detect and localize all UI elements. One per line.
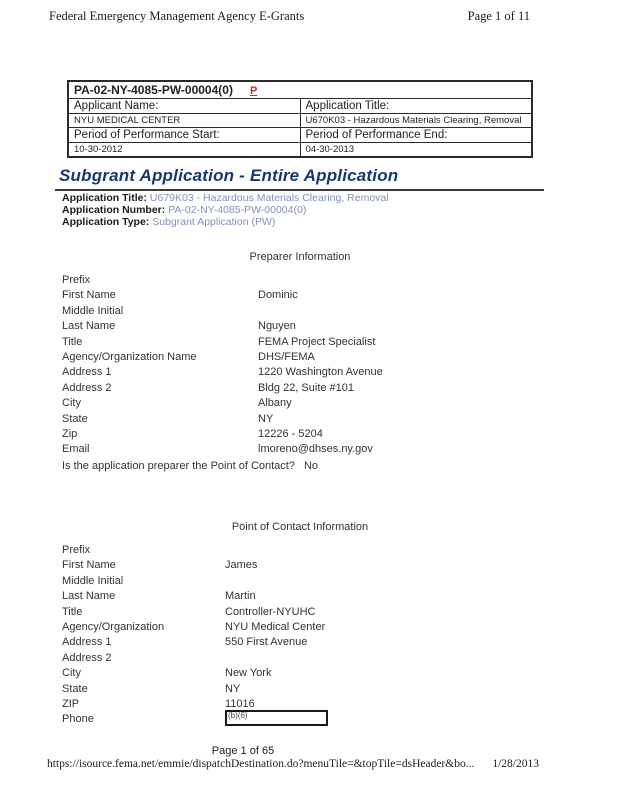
preparer-fields: [62, 273, 538, 458]
field-label: Address 1: [62, 366, 112, 379]
field-value: [225, 543, 538, 558]
contact-fields: [62, 543, 538, 728]
field-row-first-name: [62, 288, 538, 303]
print-header-pagenum: Page 1 of 11: [467, 9, 530, 23]
summary-value-row: [68, 143, 532, 158]
field-label: City: [62, 667, 81, 680]
field-row-zip: [62, 427, 538, 442]
field-label: Email: [62, 443, 90, 456]
field-value: 11016: [225, 697, 255, 710]
applicant-name-value: NYU MEDICAL CENTER: [68, 114, 300, 128]
field-row-middle-initial: [62, 574, 538, 589]
field-label: Title: [62, 335, 83, 348]
field-value: 550 First Avenue: [225, 636, 308, 649]
field-label: Prefix: [62, 544, 91, 556]
period-end-label: Period of Performance End:: [300, 128, 532, 143]
field-value: FEMA Project Specialist: [258, 335, 376, 348]
field-row-agency: [62, 620, 538, 635]
heading-rule: [55, 189, 544, 191]
field-label: Middle Initial: [62, 574, 124, 587]
applicant-name-label: Applicant Name:: [68, 99, 300, 114]
field-row-title: [62, 335, 538, 350]
field-label: First Name: [62, 559, 116, 572]
application-title-value: U670K03 - Hazardous Materials Clearing, Removal: [300, 114, 532, 128]
period-end-value: 04-30-2013: [300, 143, 532, 158]
field-row-title: [62, 605, 538, 620]
period-start-value: 10-30-2012: [68, 143, 300, 158]
poc-question: Is the application preparer the Point of Contact?: [62, 460, 295, 472]
contact-section-title: Point of Contact Information: [231, 521, 369, 533]
field-row-city: [62, 666, 538, 681]
field-label: State: [62, 412, 88, 425]
field-value: [258, 273, 538, 288]
field-row-middle-initial: [62, 304, 538, 319]
field-row-state: [62, 682, 538, 697]
field-value: [258, 304, 538, 319]
application-title-label: Application Title:: [300, 99, 532, 114]
field-label: Phone: [62, 713, 94, 726]
summary-title-row: [68, 81, 532, 99]
application-type-line: [62, 217, 389, 229]
poc-answer: No: [303, 460, 319, 472]
field-row-phone: [62, 712, 538, 727]
field-row-email: [62, 442, 538, 457]
field-label: Agency/Organization Name: [62, 350, 197, 363]
field-row-prefix: [62, 543, 538, 558]
field-row-agency: [62, 350, 538, 365]
field-label: City: [62, 397, 81, 410]
summary-label-row: [68, 128, 532, 143]
field-value: Dominic: [258, 289, 298, 302]
preparer-section-title: Preparer Information: [249, 251, 351, 263]
field-label: Last Name: [62, 590, 116, 603]
field-label: Address 1: [62, 636, 112, 649]
field-row-last-name: [62, 319, 538, 334]
page-title: Subgrant Application - Entire Application: [59, 166, 399, 185]
field-label: ZIP: [62, 697, 80, 710]
application-info: [62, 193, 389, 228]
poc-question-line: [62, 460, 318, 472]
print-footer-url: https://isource.fema.net/emmie/dispatchDestination.do?menuTile=&topTile=dsHeader&bo...: [47, 758, 475, 770]
field-row-state: [62, 412, 538, 427]
field-label: Prefix: [62, 274, 91, 286]
print-header-title: Federal Emergency Management Agency E-Grants: [49, 9, 305, 23]
phone-redaction-box: [225, 710, 328, 726]
application-type-label: Application Type:: [62, 215, 150, 228]
field-value: 1220 Washington Avenue: [258, 366, 383, 379]
field-value: [225, 651, 538, 666]
application-number-value: PA-02-NY-4085-PW-00004(0): [168, 203, 307, 216]
field-value: DHS/FEMA: [258, 350, 315, 363]
field-value: Nguyen: [258, 320, 296, 333]
field-value: Albany: [258, 397, 292, 410]
point-of-contact-section: [62, 521, 538, 728]
field-label: State: [62, 682, 88, 695]
field-row-first-name: [62, 558, 538, 573]
field-label: Agency/Organization: [62, 620, 165, 633]
application-number-label: Application Number:: [62, 203, 166, 216]
print-footer: [47, 758, 539, 770]
field-label: Address 2: [62, 381, 112, 394]
print-footer-date: 1/28/2013: [492, 758, 539, 770]
preparer-section: [62, 251, 538, 458]
foia-exemption-label: (b)(6): [228, 711, 248, 721]
field-value: James: [225, 559, 258, 572]
application-id: PA-02-NY-4085-PW-00004(0): [74, 83, 233, 97]
field-row-city: [62, 396, 538, 411]
field-row-address1: [62, 635, 538, 650]
application-title-value: U679K03 - Hazardous Materials Clearing, Removal: [149, 192, 389, 204]
period-start-label: Period of Performance Start:: [68, 128, 300, 143]
field-row-address2: [62, 651, 538, 666]
application-title-label: Application Title:: [62, 192, 147, 204]
field-value: NYU Medical Center: [225, 620, 326, 633]
application-type-value: Subgrant Application (PW): [152, 215, 276, 228]
summary-value-row: [68, 114, 532, 128]
field-label: Middle Initial: [62, 304, 124, 317]
print-header: [49, 9, 530, 24]
field-row-address2: [62, 381, 538, 396]
field-row-address1: [62, 365, 538, 380]
field-value: NY: [225, 682, 241, 695]
field-value: NY: [258, 412, 274, 425]
field-value: lmoreno@dhses.ny.gov: [258, 443, 373, 456]
summary-label-row: [68, 99, 532, 114]
field-value: 12226 - 5204: [258, 427, 323, 440]
p-link[interactable]: P: [249, 85, 258, 97]
field-label: Title: [62, 605, 83, 618]
field-label: First Name: [62, 289, 116, 302]
field-value: New York: [225, 667, 272, 680]
field-label: Last Name: [62, 320, 116, 333]
field-value: Martin: [225, 590, 256, 603]
field-value: [225, 712, 538, 727]
field-row-prefix: [62, 273, 538, 288]
field-row-last-name: [62, 589, 538, 604]
application-summary-table: [67, 80, 533, 158]
field-label: Address 2: [62, 651, 112, 664]
field-label: Zip: [62, 427, 78, 440]
field-value: [225, 574, 538, 589]
document-page-count: Page 1 of 65: [211, 745, 275, 757]
field-value: Controller-NYUHC: [225, 605, 316, 618]
field-value: Bldg 22, Suite #101: [258, 381, 355, 394]
